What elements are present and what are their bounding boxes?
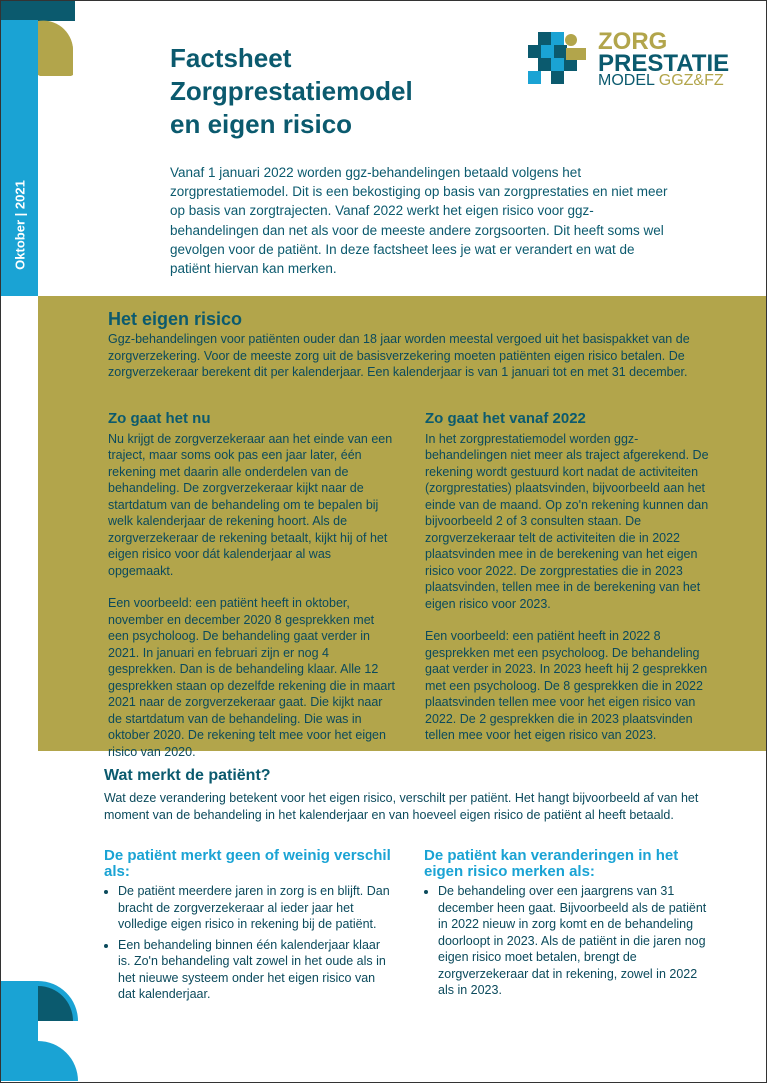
column-heading: De patiënt merkt geen of weinig verschil als: xyxy=(104,847,391,880)
list-item: • De patiënt meerdere jaren in zorg is en blijft. Dan bracht de zorgverzekeraar al ieder jaar het volledige eigen risico in rekening bij de patiënt. xyxy=(118,883,394,933)
column-paragraph: Een voorbeeld: een patiënt heeft in oktober, november en december 2020 8 gesprekken met een psycholoog. De behandeling gaat verder in 2021. In januari en februari zijn er nog 4 gesprekken. Dan is de behandeling klaar. Alle 12 gesprekken staan op dezelfde rekening die in maart 2021 naar de zorgverzekeraar gaat. Die kijkt naar de startdatum van de behandeling. Die was in oktober 2020. De rekening telt mee voor het eigen risico van 2020. xyxy=(108,596,395,759)
corner-decoration-bottom xyxy=(1,981,81,1082)
column-now xyxy=(108,411,398,776)
section-intro: Ggz-behandelingen voor patiënten ouder dan 18 jaar worden meestal vergoed uit het basispakket van de zorgverzekering. Voor de meeste zorg uit de basisverzekering moeten patiënten eigen risico betalen. De zorgverzekeraar berekent dit per kalenderjaar. Een kalenderjaar is van 1 januari tot en met 31 december. xyxy=(108,332,690,379)
column-heading: De patiënt kan veranderingen in het eigen risico merken als: xyxy=(424,847,679,880)
logo-ggz-word: GGZ&FZ xyxy=(658,72,724,89)
column-paragraph: In het zorgprestatiemodel worden ggz-behandelingen niet meer als traject afgerekend. De rekening wordt gestuurd kort nadat de activiteiten (zorgprestaties) plaatsvinden, bijvoorbeeld aan het einde van de maand. Op zo'n rekening kunnen dan bijvoorbeeld 2 of 3 consulten staan. De zorgverzekeraar telt de activiteiten die in 2022 plaatsvinden mee in de berekening van het eigen risico voor 2022. De zorgprestaties die in 2023 plaatsvinden, tellen mee in de berekening van het eigen risico voor 2023. xyxy=(425,431,709,611)
logo-line-model xyxy=(598,72,724,90)
list-item: • Een behandeling binnen één kalenderjaar klaar is. Zo'n behandeling valt zowel in het oude als in het nieuwe systeem onder het eigen risico van dat kalenderjaar. xyxy=(118,937,394,1003)
title-line: en eigen risico xyxy=(170,109,353,139)
column-changes xyxy=(424,848,714,1003)
bullet-list xyxy=(424,883,714,999)
logo xyxy=(528,26,758,96)
side-date-label: Oktober | 2021 xyxy=(12,180,28,270)
section-title: Het eigen risico xyxy=(108,309,243,329)
title-line: Zorgprestatiemodel xyxy=(170,76,413,106)
logo-mark-icon xyxy=(528,30,590,86)
column-paragraph: Nu krijgt de zorgverzekeraar aan het einde van een traject, maar soms ook pas een jaar later, één rekening met daarin alle onderdelen van de behandeling. De zorgverzekeraar kijkt naar de startdatum van de behandeling om te bepalen bij welk kalenderjaar de rekening hoort. Als de zorgverzekeraar de rekening betaalt, kijkt hij of het eigen risico voor dát kalenderjaar al was opgemaakt. xyxy=(108,431,393,578)
title-line: Factsheet xyxy=(170,43,292,73)
logo-line-prestatie: PRESTATIE xyxy=(598,50,730,77)
eigen-risico-section xyxy=(38,296,766,759)
list-item: • De behandeling over een jaargrens van 31 december heen gaat. Bijvoorbeeld als de patiënt in 2022 nieuw in zorg komt en de behandeling doorloopt in 2023. Als de patiënt in die jaren nog eigen risico moet betalen, brengt de zorgverzekeraar dat in rekening, zowel in 2022 als in 2023. xyxy=(438,883,714,999)
column-paragraph: Een voorbeeld: een patiënt heeft in 2022 8 gesprekken met een psycholoog. De behandeling gaat verder in 2023. In 2023 heeft hij 2 gesprekken met een psycholoog. De 8 gesprekken die in 2022 plaatsvinden tellen mee voor het eigen risico van 2022. De 2 gesprekken die in 2023 plaatsvinden tellen mee voor het eigen risico van 2023. xyxy=(425,629,708,742)
logo-model-word: MODEL xyxy=(598,72,655,89)
column-2022 xyxy=(425,411,715,760)
column-no-difference xyxy=(104,848,394,1007)
bullet-list xyxy=(104,883,394,1003)
column-heading: Zo gaat het nu xyxy=(108,410,211,427)
logo-line-zorg: ZORG xyxy=(598,28,668,55)
page-title xyxy=(170,42,490,141)
section-title: Wat merkt de patiënt? xyxy=(104,767,271,784)
intro-paragraph: Vanaf 1 januari 2022 worden ggz-behandelingen betaald volgens het zorgprestatiemodel. Dit is een bekostiging op basis van zorgprestaties en niet meer op basis van zorgtrajecten. Vanaf 2022 werkt het eigen risico voor ggz-behandelingen dan net als voor de meeste andere zorgsoorten. Dit heeft soms wel gevolgen voor de patiënt. In deze factsheet lees je wat er verandert en wat de patiënt hiervan kan merken. xyxy=(170,165,668,277)
section-intro: Wat deze verandering betekent voor het eigen risico, verschilt per patiënt. Het hangt bijvoorbeeld af van het moment van de behandeling in het kalenderjaar en van hoeveel eigen risico de patiënt al heeft betaald. xyxy=(104,791,699,822)
column-heading: Zo gaat het vanaf 2022 xyxy=(425,410,586,427)
